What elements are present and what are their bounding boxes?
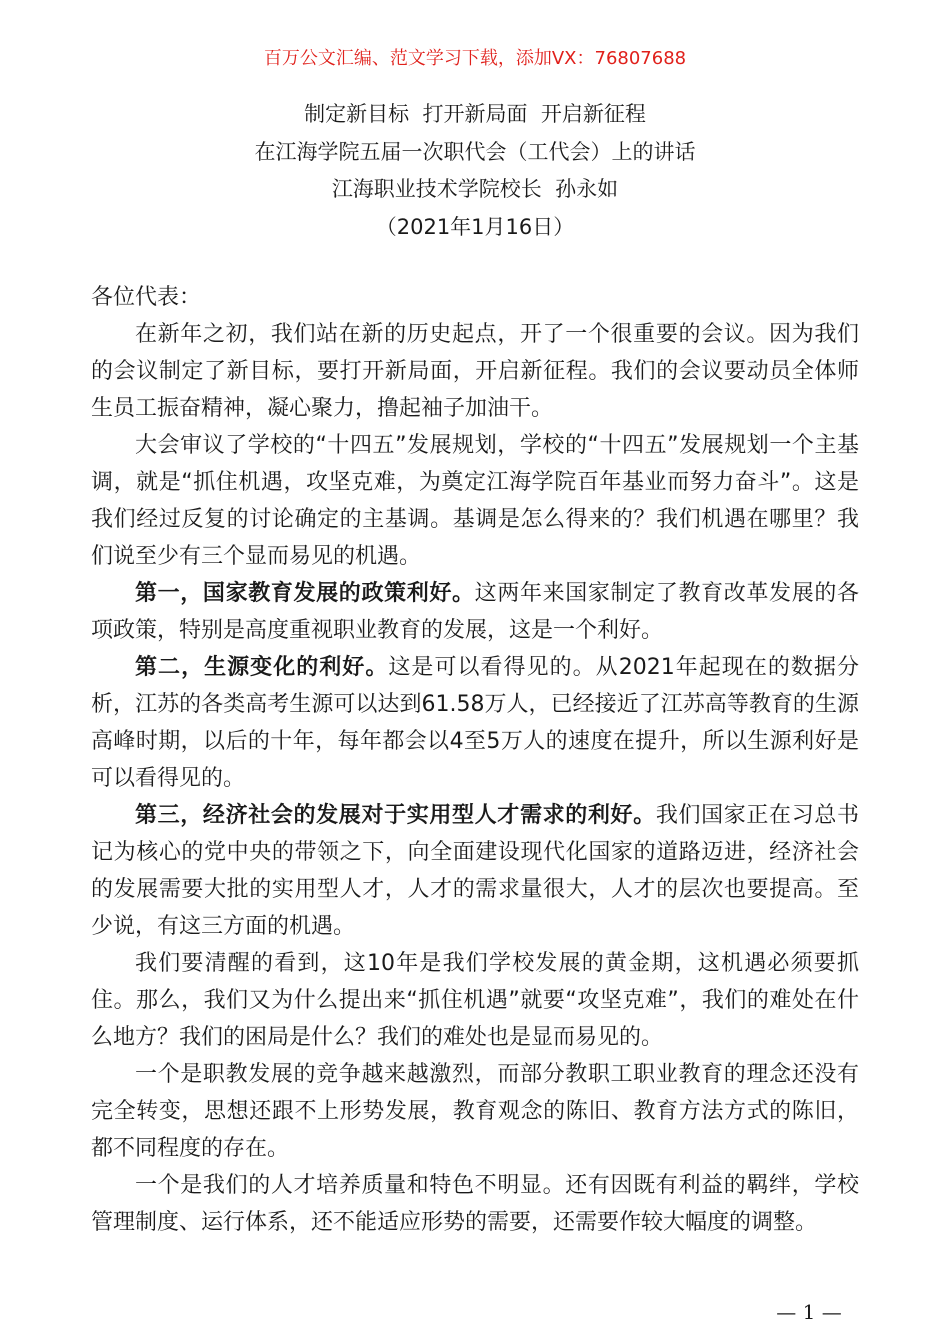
paragraph-2 — [91, 427, 859, 575]
document-title-block — [0, 96, 950, 246]
paragraph-text: 这两年来国家制定了教育改革发展的各项政策，特别是高度重视职业教育的发展，这是一个利好。 — [91, 581, 859, 643]
paragraph-1 — [91, 316, 859, 427]
document-body — [91, 279, 859, 1241]
paragraph-lead-bold: 第一，国家教育发展的政策利好。 — [135, 581, 475, 606]
paragraph-text: 一个是我们的人才培养质量和特色不明显。还有因既有利益的羁绊，学校管理制度、运行体系，还不能适应形势的需要，还需要作较大幅度的调整。 — [91, 1173, 859, 1235]
main-title: 制定新目标 打开新局面 开启新征程 — [304, 102, 646, 126]
paragraph-6 — [91, 945, 859, 1056]
paragraph-5 — [91, 797, 859, 945]
paragraph-text: 我们要清醒的看到，这10年是我们学校发展的黄金期，这机遇必须要抓住。那么，我们又为什么提出来“抓住机遇”就要“攻坚克难”，我们的难处在什么地方？我们的困局是什么？我们的难处也是显而易见的。 — [91, 951, 859, 1050]
date-line: （2021年1月16日） — [375, 214, 575, 239]
watermark-banner: 百万公文汇编、范文学习下载，添加VX：76807688 — [263, 48, 687, 69]
paragraph-text: 大会审议了学校的“十四五”发展规划，学校的“十四五”发展规划一个主基调，就是“抓住机遇，攻坚克难，为奠定江海学院百年基业而努力奋斗”。这是我们经过反复的讨论确定的主基调。基调是怎么得来的？我们机遇在哪里？我们说至少有三个显而易见的机遇。 — [91, 433, 859, 569]
paragraph-7 — [91, 1056, 859, 1167]
speaker-line: 江海职业技术学院校长 孙永如 — [331, 177, 619, 201]
paragraph-lead-bold: 第三，经济社会的发展对于实用型人才需求的利好。 — [135, 803, 656, 828]
paragraph-text: 我们国家正在习总书记为核心的党中央的带领之下，向全面建设现代化国家的道路迈进，经济社会的发展需要大批的实用型人才，人才的需求量很大，人才的层次也要提高。至少说，有这三方面的机遇。 — [91, 803, 859, 939]
paragraph-4 — [91, 649, 859, 797]
paragraph-3 — [91, 575, 859, 649]
salutation: 各位代表： — [91, 285, 202, 310]
paragraph-text: 这是可以看得见的。从2021年起现在的数据分析，江苏的各类高考生源可以达到61.58万人，已经接近了江苏高等教育的生源高峰时期，以后的十年，每年都会以4至5万人的速度在提升，所以生源利好是可以看得见的。 — [91, 655, 859, 791]
paragraph-text: 在新年之初，我们站在新的历史起点，开了一个很重要的会议。因为我们的会议制定了新目标，要打开新局面，开启新征程。我们的会议要动员全体师生员工振奋精神，凝心聚力，撸起袖子加油干。 — [91, 322, 859, 421]
subtitle: 在江海学院五届一次职代会（工代会）上的讲话 — [254, 139, 696, 164]
page-number: — 1 — — [776, 1300, 842, 1324]
paragraph-lead-bold: 第二，生源变化的利好。 — [135, 655, 389, 680]
paragraph-8 — [91, 1167, 859, 1241]
paragraph-text: 一个是职教发展的竞争越来越激烈，而部分教职工职业教育的理念还没有完全转变，思想还跟不上形势发展，教育观念的陈旧、教育方法方式的陈旧，都不同程度的存在。 — [91, 1062, 859, 1161]
